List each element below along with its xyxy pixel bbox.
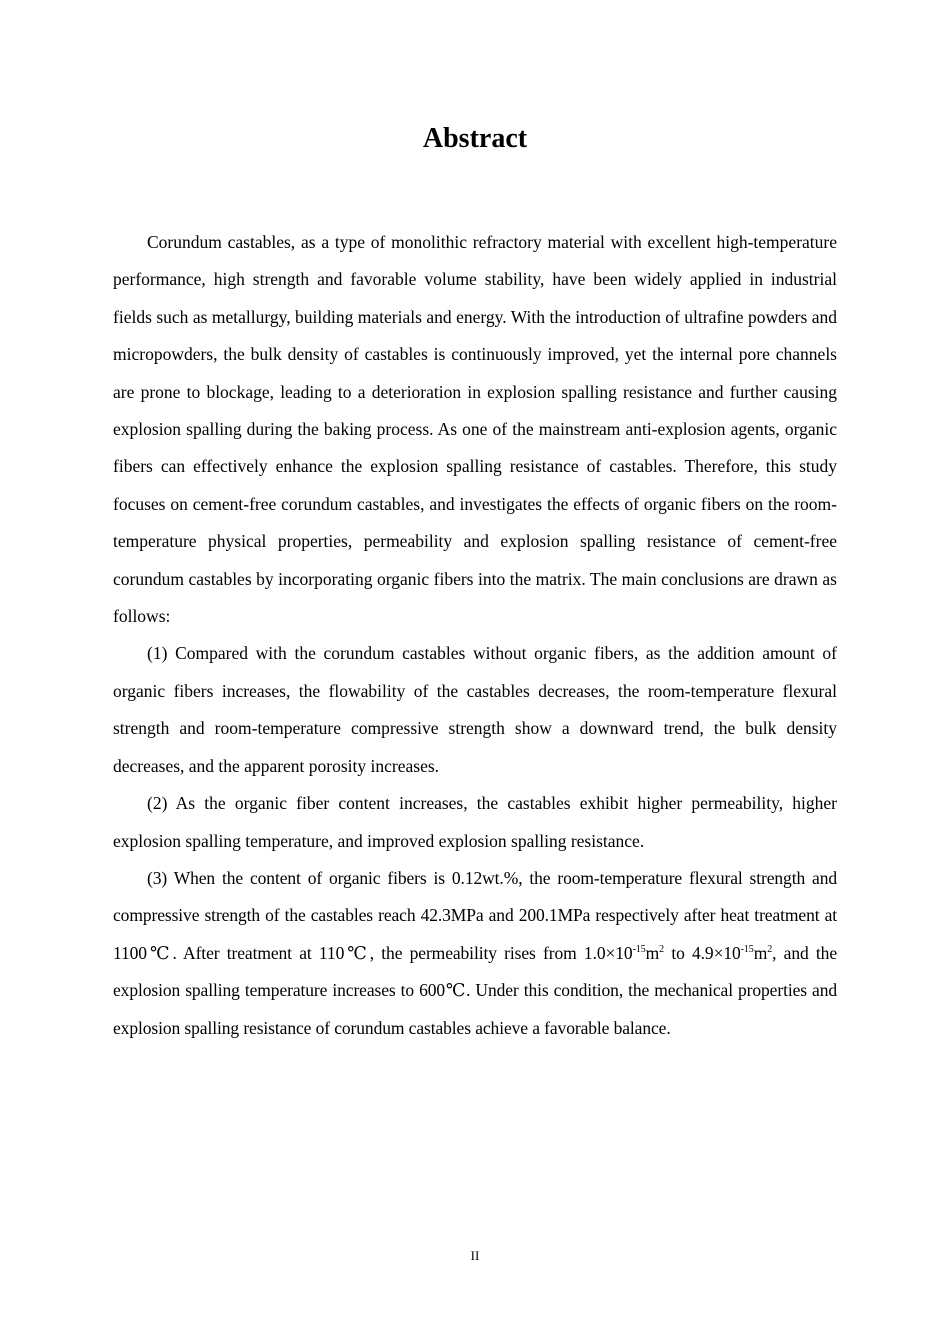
conclusion-3-text-a: (3) When the content of organic fibers is 0.12wt.%, the room-temperature flexural strength and compressive strength of the castables reach 42.3MPa and 200.1MPa respectively after heat treatment at 1100℃. After treatment at 110℃, the permeability rises from 1.0×10 — [113, 867, 837, 963]
power-2: 2 — [767, 943, 773, 955]
abstract-body — [113, 224, 837, 1047]
unit-2: m — [753, 942, 768, 963]
conclusion-3-text-c: , and the explosion spalling temperature increases to 600℃. Under this condition, the mechanical properties and explosion spalling resistance of corundum castables achieve a favorable balance. — [113, 942, 837, 1038]
page-number: II — [470, 1248, 480, 1263]
power-1: 2 — [659, 943, 665, 955]
conclusion-2-paragraph: (2) As the organic fiber content increases, the castables exhibit higher permeability, higher explosion spalling temperature, and improved explosion spalling resistance. — [113, 793, 837, 851]
exponent-2: -15 — [740, 943, 754, 955]
page-title: Abstract — [422, 123, 528, 154]
conclusion-3-paragraph — [113, 860, 837, 1047]
exponent-1: -15 — [632, 943, 646, 955]
abstract-intro-paragraph: Corundum castables, as a type of monolithic refractory material with excellent high-temperature performance, high strength and favorable volume stability, have been widely applied in industrial fields such as metallurgy, building materials and energy. With the introduction of ultrafine powders and micropowders, the bulk density of castables is continuously improved, yet the internal pore channels are prone to blockage, leading to a deterioration in explosion spalling resistance and further causing explosion spalling during the baking process. As one of the mainstream anti-explosion agents, organic fibers can effectively enhance the explosion spalling resistance of castables. Therefore, this study focuses on cement-free corundum castables, and investigates the effects of organic fibers on the room-temperature physical properties, permeability and explosion spalling resistance of cement-free corundum castables by incorporating organic fibers into the matrix. The main conclusions are drawn as follows: — [113, 232, 837, 627]
unit-1: m — [645, 942, 660, 963]
conclusion-3-text-b: to 4.9×10 — [664, 942, 741, 963]
conclusion-1-paragraph: (1) Compared with the corundum castables without organic fibers, as the addition amount of organic fibers increases, the flowability of the castables decreases, the room-temperature flexural strength and room-temperature compressive strength show a downward trend, the bulk density decreases, and the apparent porosity increases. — [113, 643, 837, 776]
